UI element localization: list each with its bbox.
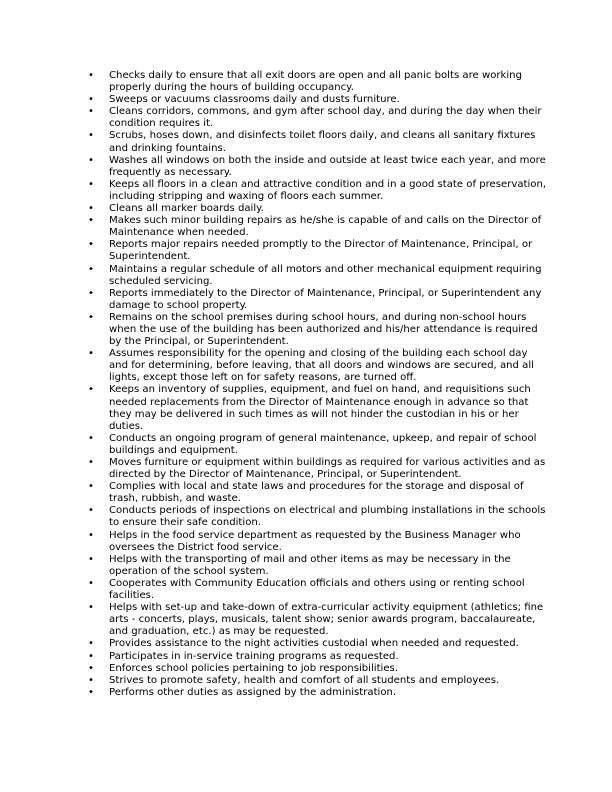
duty-text: Participates in in-service training programs as requested. [109, 650, 399, 662]
duty-text: Assumes responsibility for the opening and closing of the building each school day and for determining, before leaving, that all doors and windows are secured, and all lights, except those left on for safety reasons, are turned off. [109, 348, 534, 384]
duty-list-item [88, 602, 548, 638]
bullet-icon: • [88, 674, 94, 686]
duty-list-item [88, 663, 548, 675]
bullet-icon: • [88, 94, 94, 106]
bullet-icon: • [88, 239, 94, 251]
duty-list-item [88, 481, 548, 505]
duty-text: Cleans all marker boards daily. [109, 203, 264, 215]
duty-text: Reports major repairs needed promptly to the Director of Maintenance, Principal, or Superintendent. [109, 239, 533, 263]
bullet-icon: • [88, 650, 94, 662]
duty-list-item [88, 530, 548, 554]
bullet-icon: • [88, 602, 94, 614]
bullet-icon: • [88, 178, 94, 190]
duty-text: Helps with the transporting of mail and other items as may be necessary in the operation of the school system. [109, 553, 511, 577]
duty-list-item [88, 239, 548, 263]
duty-text: Performs other duties as assigned by the administration. [109, 686, 397, 698]
duty-list-item [88, 687, 548, 699]
bullet-icon: • [88, 457, 94, 468]
duty-text: Cleans corridors, commons, and gym after school day, and during the day when their condition requires it. [109, 106, 542, 130]
bullet-icon: • [88, 263, 94, 275]
duty-list-item [88, 94, 548, 106]
bullet-icon: • [88, 553, 94, 565]
duty-text: Washes all windows on both the inside and outside at least twice each year, and more frequently as necessary. [109, 154, 546, 178]
bullet-icon: • [88, 384, 94, 396]
duty-list-item [88, 106, 548, 130]
bullet-icon: • [88, 348, 94, 360]
bullet-icon: • [88, 106, 94, 118]
duty-text: Moves furniture or equipment within buildings as required for various activities and as directed by the Director of Maintenance, Principal, or Superintendent. [109, 457, 546, 481]
duty-text: Helps with set-up and take-down of extra-curricular activity equipment (athletics; fine arts - concerts, plays, musicals, talent show; senior awards program, baccalaureate, and graduation, etc.) as may be requested. [109, 602, 544, 638]
duty-text: Remains on the school premises during school hours, and during non-school hours when the use of the building has been authorized and his/her attendance is required by the Principal, or Superintendent. [109, 311, 538, 348]
bullet-icon: • [88, 505, 94, 517]
duty-list-item [88, 457, 548, 481]
duty-list-item [88, 312, 548, 348]
duty-text: Helps in the food service department as requested by the Business Manager who oversees the District food service. [109, 529, 521, 553]
bullet-icon: • [88, 70, 94, 81]
duty-text: Strives to promote safety, health and comfort of all students and employees. [109, 674, 500, 686]
bullet-icon: • [88, 481, 94, 493]
bullet-icon: • [88, 662, 94, 674]
duty-list-item [88, 638, 548, 650]
duty-text: Keeps an inventory of supplies, equipment, and fuel on hand, and requisitions such needed replacements from the Director of Maintenance enough in advance so that they may be delivered in such times as will not hinder the custodian in his or her duties. [109, 384, 531, 432]
bullet-icon: • [88, 432, 94, 444]
duty-list-item [88, 348, 548, 384]
bullet-icon: • [88, 154, 94, 166]
duty-list-item [88, 578, 548, 602]
duty-list-item [88, 505, 548, 529]
duty-text: Makes such minor building repairs as he/she is capable of and calls on the Director of Maintenance when needed. [109, 215, 542, 239]
duty-text: Conducts periods of inspections on electrical and plumbing installations in the schools to ensure their safe condition. [109, 505, 546, 529]
duty-text: Conducts an ongoing program of general maintenance, upkeep, and repair of school buildings and equipment. [109, 432, 537, 456]
duty-text: Keeps all floors in a clean and attractive condition and in a good state of preservation, including stripping and waxing of floors each summer. [109, 178, 547, 202]
duty-text: Sweeps or vacuums classrooms daily and dusts furniture. [109, 94, 400, 106]
bullet-icon: • [88, 686, 94, 698]
duty-list-item [88, 288, 548, 312]
duty-list-item [88, 675, 548, 687]
bullet-icon: • [88, 577, 94, 589]
duty-text: Maintains a regular schedule of all motors and other mechanical equipment requiring scheduled servicing. [109, 263, 542, 287]
bullet-icon: • [88, 638, 94, 650]
duty-list-item [88, 651, 548, 663]
bullet-icon: • [88, 203, 94, 215]
bullet-icon: • [88, 287, 94, 299]
duty-text: Checks daily to ensure that all exit doors are open and all panic bolts are working properly during the hours of building occupancy. [109, 70, 522, 94]
duty-list-item [88, 384, 548, 432]
bullet-icon: • [88, 529, 94, 541]
duty-list-item [88, 433, 548, 457]
duty-text: Scrubs, hoses down, and disinfects toilet floors daily, and cleans all sanitary fixtures and drinking fountains. [109, 130, 536, 154]
duty-list-item [88, 155, 548, 179]
duty-list-item [88, 70, 548, 94]
duty-list-item [88, 130, 548, 154]
duty-text: Complies with local and state laws and procedures for the storage and disposal of trash, rubbish, and waste. [109, 481, 524, 505]
duty-text: Reports immediately to the Director of Maintenance, Principal, or Superintendent any damage to school property. [109, 287, 542, 311]
duty-list-item [88, 203, 548, 215]
duties-bullet-list [88, 70, 548, 699]
bullet-icon: • [88, 311, 94, 323]
duty-text: Cooperates with Community Education officials and others using or renting school facilities. [109, 577, 525, 602]
duty-list-item [88, 554, 548, 578]
duty-list-item [88, 179, 548, 203]
duty-list-item [88, 215, 548, 239]
duty-list-item [88, 264, 548, 288]
duty-text: Provides assistance to the night activities custodial when needed and requested. [109, 638, 519, 650]
duty-text: Enforces school policies pertaining to job responsibilities. [109, 662, 399, 674]
bullet-icon: • [88, 130, 94, 142]
bullet-icon: • [88, 215, 94, 227]
